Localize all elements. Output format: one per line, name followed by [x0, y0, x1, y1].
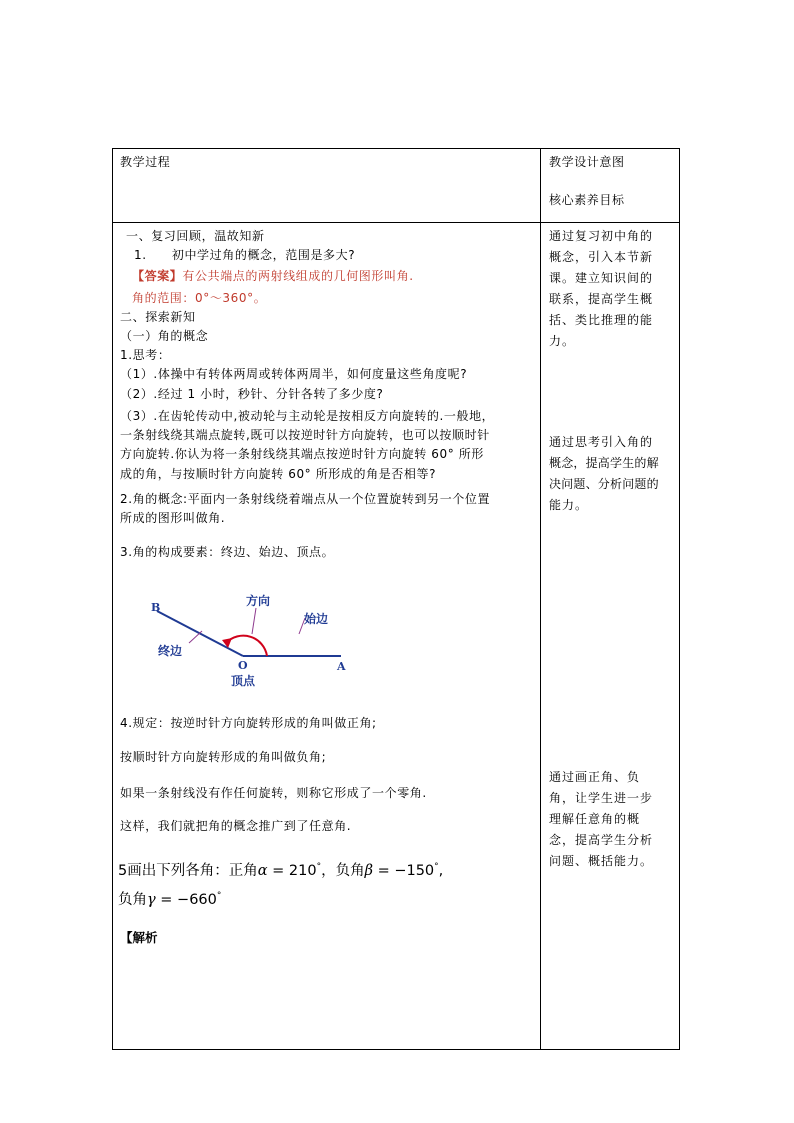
- angle-definition-line-2: 所成的图形叫做角.: [120, 511, 226, 525]
- label-a: A: [337, 660, 346, 673]
- think-heading: 1.思考：: [120, 348, 171, 362]
- rule-negative-angle: 按顺时针方向旋转形成的角叫做负角;: [120, 750, 327, 764]
- exercise-5-prefix: 5画出下列各角：正角: [118, 862, 258, 879]
- intent-1-line-4: 联系，提高学生概: [549, 292, 654, 306]
- label-initial-side: 始边: [304, 612, 329, 626]
- header-divider: [112, 222, 680, 223]
- exercise-5-mid: ，负角: [321, 862, 365, 879]
- rule-arbitrary-angle: 这样，我们就把角的概念推广到了任意角.: [120, 819, 352, 833]
- angle-definition-line-1: 2.角的概念:平面内一条射线绕着端点从一个位置旋转到另一个位置: [120, 492, 491, 506]
- table-top-border: [112, 148, 680, 149]
- beta-value: = −150: [372, 862, 435, 879]
- intent-2-line-1: 通过思考引入角的: [549, 435, 654, 449]
- degree-symbol: °: [316, 862, 322, 872]
- terminal-side-pointer: [189, 631, 202, 643]
- intent-3-line-1: 通过画正角、负: [549, 770, 641, 784]
- table-left-border: [112, 148, 113, 1050]
- think-question-3-line-2: 一条射线绕其端点旋转,既可以按逆时针方向旋转，也可以按顺时针: [120, 428, 490, 442]
- think-question-3-line-4: 成的角，与按顺时针方向旋转 60° 所形成的角是否相等?: [120, 467, 437, 481]
- table-right-border: [679, 148, 680, 1050]
- intent-2-line-2: 概念，提高学生的解: [549, 456, 659, 470]
- intent-3-line-2: 角，让学生进一步: [549, 791, 654, 805]
- header-left-title: 教学过程: [120, 155, 171, 169]
- label-terminal-side: 终边: [158, 644, 183, 658]
- think-question-3-line-3: 方向旋转.你认为将一条射线绕其端点按逆时针方向旋转 60° 所形: [120, 447, 484, 461]
- intent-1-line-3: 课。建立知识间的: [549, 271, 654, 285]
- direction-pointer: [252, 608, 256, 634]
- header-right-title: 教学设计意图: [549, 155, 625, 169]
- gamma-symbol: γ: [147, 891, 156, 908]
- angle-diagram: [142, 593, 352, 693]
- alpha-value: = 210: [267, 862, 317, 879]
- degree-symbol: °: [216, 891, 222, 901]
- header-right-subtitle: 核心素养目标: [549, 193, 625, 207]
- intent-2-line-4: 能力。: [549, 498, 589, 512]
- angle-elements: 3.角的构成要素：终边、始边、顶点。: [120, 545, 335, 559]
- answer-tag: 【答案】: [132, 269, 183, 283]
- analysis-heading: 【解析: [120, 930, 158, 945]
- column-divider: [540, 148, 541, 1050]
- alpha-symbol: α: [257, 862, 268, 879]
- rule-positive-angle: 4.规定：按逆时针方向旋转形成的角叫做正角;: [120, 716, 377, 730]
- label-o: O: [238, 659, 248, 672]
- lesson-table: [112, 148, 680, 1050]
- gamma-value: = −660: [155, 891, 217, 908]
- answer-line: [132, 268, 414, 284]
- section-1-title: 一、复习回顾，温故知新: [126, 229, 265, 243]
- intent-1-line-1: 通过复习初中角的: [549, 229, 654, 243]
- intent-3-line-3: 理解任意角的概: [549, 812, 641, 826]
- exercise-5-line-2: [118, 886, 221, 910]
- beta-symbol: β: [364, 862, 373, 879]
- think-question-1: （1）.体操中有转体两周或转体两周半，如何度量这些角度呢?: [120, 367, 468, 381]
- answer-text: 有公共端点的两射线组成的几何图形叫角.: [182, 269, 414, 283]
- intent-3-line-4: 念，提高学生分析: [549, 833, 654, 847]
- intent-1-line-5: 括、类比推理的能: [549, 313, 654, 327]
- exercise-5-end: ,: [438, 862, 444, 879]
- think-question-2: （2）.经过 1 小时，秒针、分针各转了多少度?: [120, 387, 384, 401]
- intent-3-line-5: 问题、概括能力。: [549, 854, 654, 868]
- angle-range: 角的范围：0°～360°。: [132, 291, 267, 305]
- intent-1-line-6: 力。: [549, 334, 576, 348]
- subsection-1-title: （一）角的概念: [120, 329, 209, 343]
- exercise-5-line-1: [118, 857, 443, 881]
- rotation-arc: [226, 636, 267, 656]
- intent-2-line-3: 决问题、分析问题的: [549, 477, 659, 491]
- question-1: 1. 初中学过角的概念，范围是多大?: [134, 248, 356, 262]
- label-b: B: [151, 601, 161, 614]
- exercise-5-line-2-prefix: 负角: [118, 891, 147, 908]
- label-direction: 方向: [246, 594, 271, 608]
- rule-zero-angle: 如果一条射线没有作任何旋转，则称它形成了一个零角.: [120, 786, 427, 800]
- degree-symbol: °: [434, 862, 439, 872]
- label-vertex: 顶点: [231, 674, 256, 688]
- think-question-3-line-1: （3）.在齿轮传动中,被动轮与主动轮是按相反方向旋转的.一般地，: [120, 409, 495, 423]
- section-2-title: 二、探索新知: [120, 310, 196, 324]
- intent-1-line-2: 概念，引入本节新: [549, 250, 654, 264]
- table-bottom-border: [112, 1049, 680, 1050]
